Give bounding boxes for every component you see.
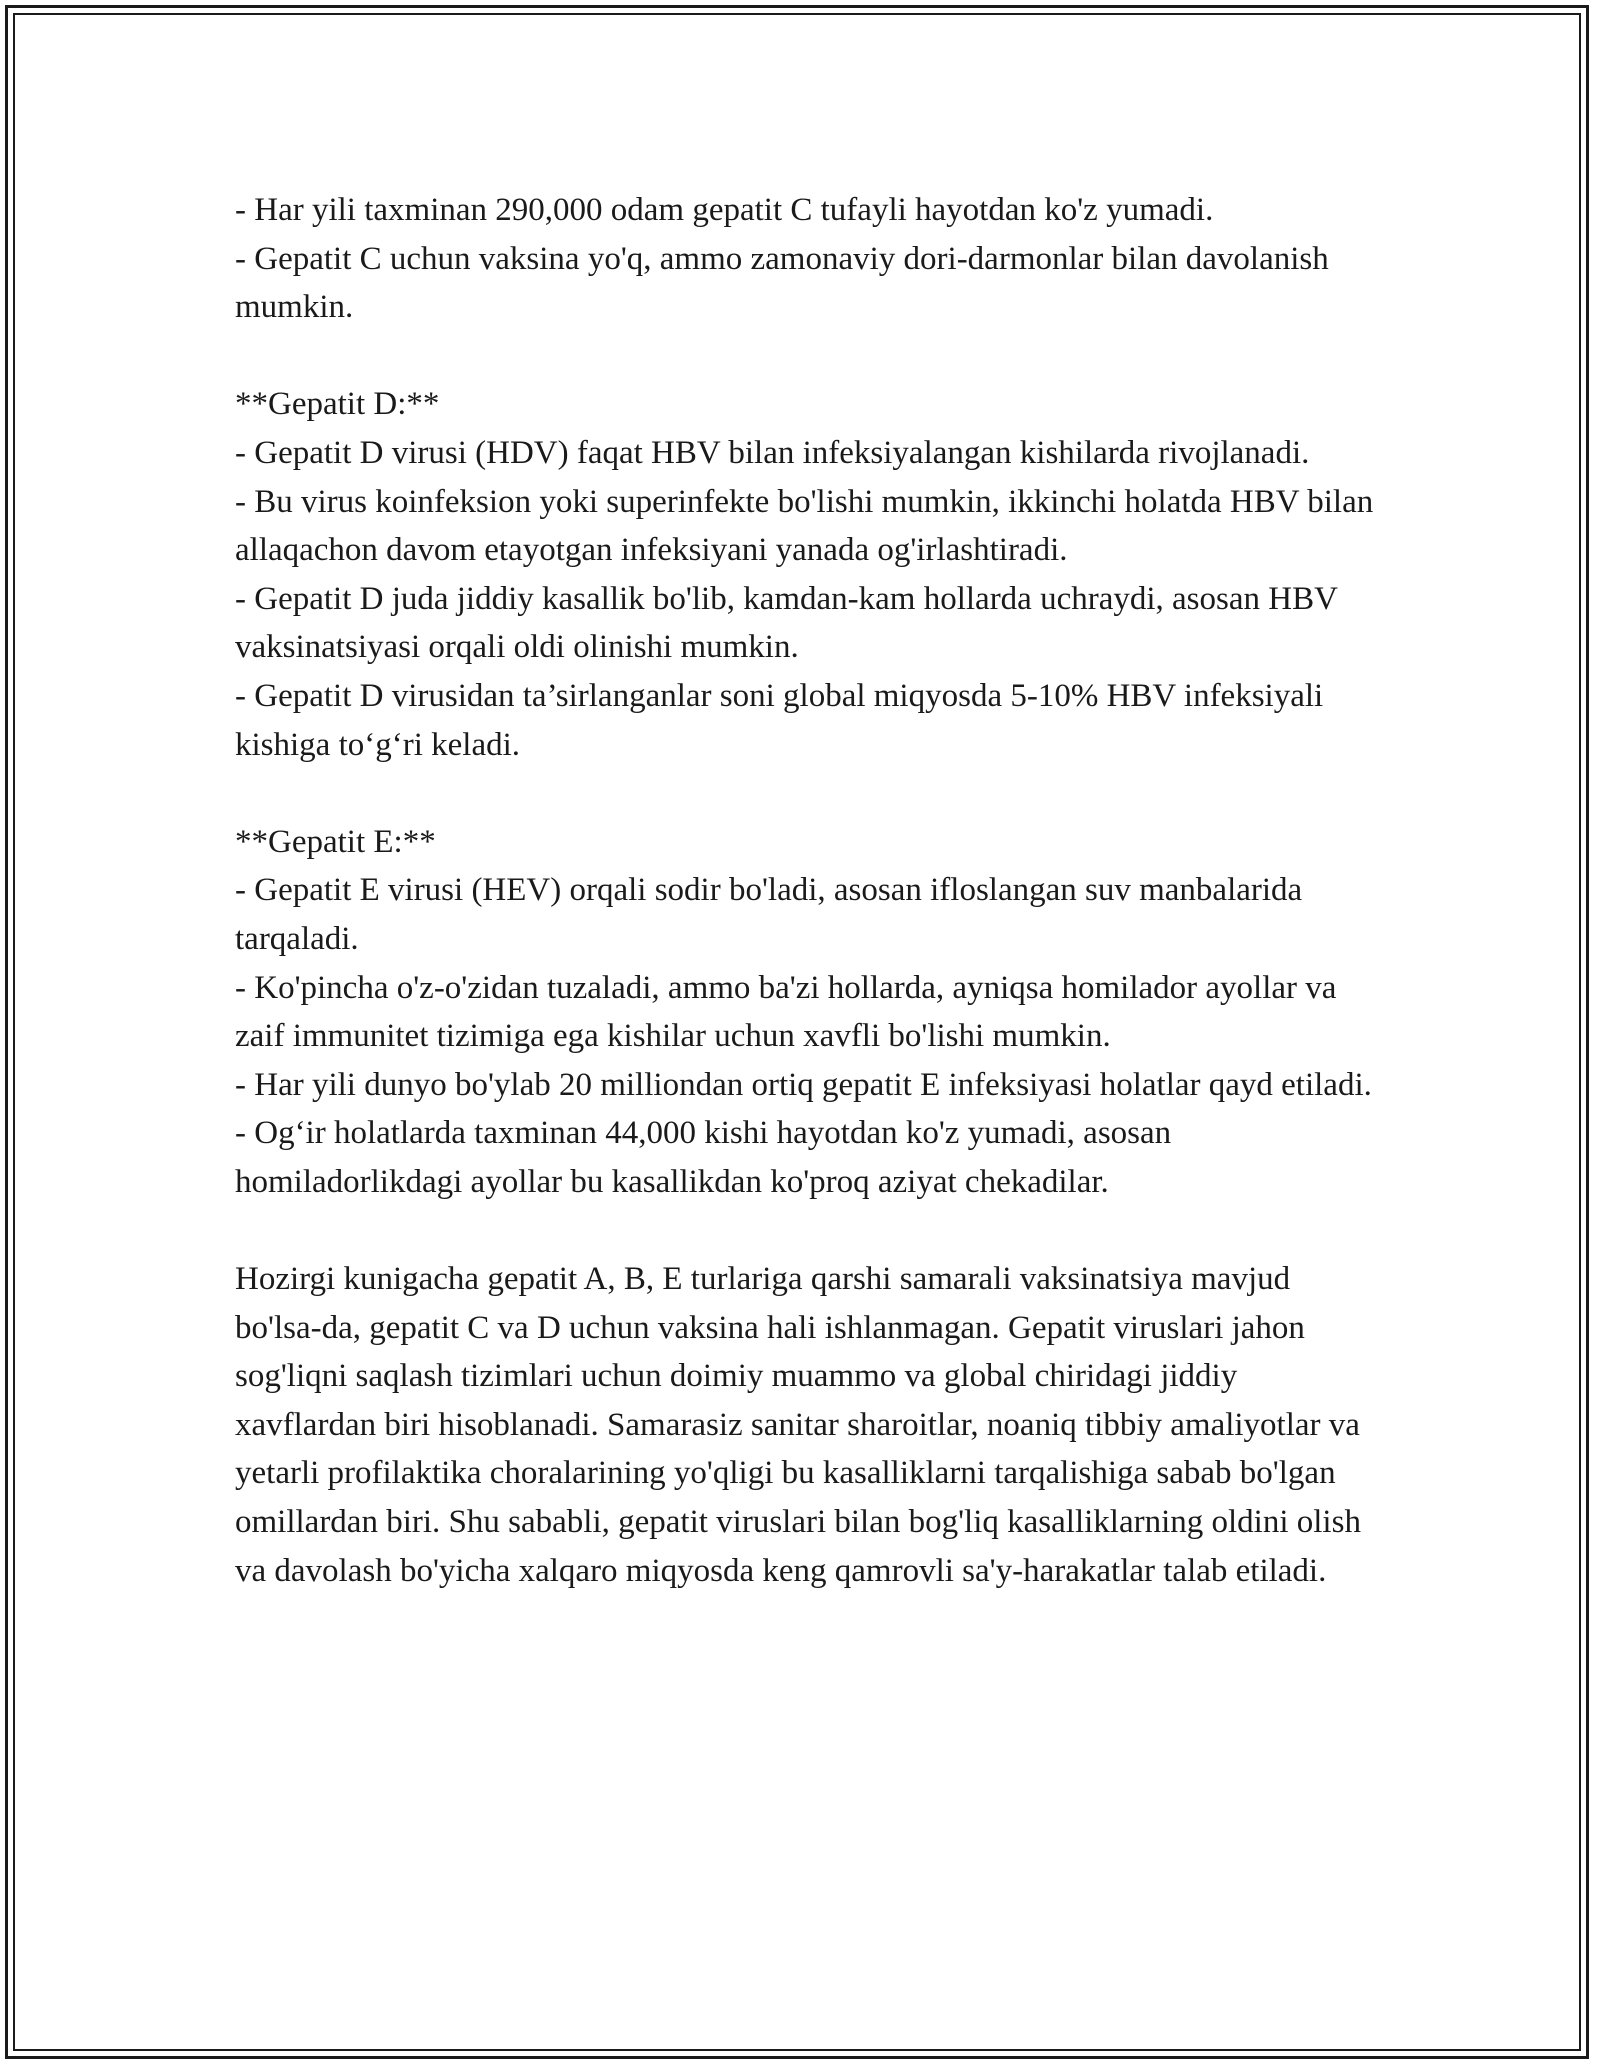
paragraph-gap bbox=[235, 332, 1375, 381]
hep-d-item: - Gepatit D juda jiddiy kasallik bo'lib, kamdan-kam hollarda uchraydi, asosan HBV vaksinatsiyasi orqali oldi olinishi mumkin. bbox=[235, 580, 1338, 666]
paragraph-gap bbox=[235, 1206, 1375, 1255]
section-heading-hep-e: **Gepatit E:** bbox=[235, 823, 436, 860]
hep-c-item: - Har yili taxminan 290,000 odam gepatit C tufayli hayotdan ko'z yumadi. bbox=[235, 192, 1214, 228]
hep-d-item: - Bu virus koinfeksion yoki superinfekte bo'lishi mumkin, ikkinchi holatda HBV bilan allaqachon davom etayotgan infeksiyani yanada og'irlashtiradi. bbox=[235, 483, 1374, 569]
hep-e-item: - Og‘ir holatlarda taxminan 44,000 kishi hayotdan ko'z yumadi, asosan homiladorlikdagi ayollar bu kasallikdan ko'proq aziyat chekadilar. bbox=[235, 1115, 1172, 1200]
document-body bbox=[235, 186, 1375, 1595]
hep-e-item: - Har yili dunyo bo'ylab 20 milliondan ortiq gepatit E infeksiyasi holatlar qayd etiladi. bbox=[235, 1066, 1372, 1103]
hep-d-item: - Gepatit D virusidan ta’sirlanganlar soni global miqyosda 5-10% HBV infeksiyali kishiga to‘g‘ri keladi. bbox=[235, 677, 1324, 763]
hep-e-item: - Ko'pincha o'z-o'zidan tuzaladi, ammo ba'zi hollarda, ayniqsa homilador ayollar va zaif immunitet tizimiga ega kishilar uchun xavfli bo'lishi mumkin. bbox=[235, 969, 1337, 1055]
hep-c-item: - Gepatit C uchun vaksina yo'q, ammo zamonaviy dori-darmonlar bilan davolanish mumkin. bbox=[235, 240, 1329, 326]
hep-e-item: - Gepatit E virusi (HEV) orqali sodir bo'ladi, asosan ifloslangan suv manbalarida tarqaladi. bbox=[235, 872, 1303, 957]
section-heading-hep-d: **Gepatit D:** bbox=[235, 386, 440, 423]
hep-d-item: - Gepatit D virusi (HDV) faqat HBV bilan infeksiyalangan kishilarda rivojlanadi. bbox=[235, 434, 1310, 471]
paragraph-gap bbox=[235, 769, 1375, 818]
conclusion-paragraph: Hozirgi kunigacha gepatit A, B, E turlariga qarshi samarali vaksinatsiya mavjud bo'lsa-da, gepatit C va D uchun vaksina hali ishlanmagan. Gepatit viruslari jahon sog'liqni saqlash tizimlari uchun doimiy muammo va global chiridagi jiddiy xavflardan biri hisoblanadi. Samarasiz sanitar sharoitlar, noaniq tibbiy amaliyotlar va yetarli profilaktika choralarining yo'qligi bu kasalliklarni tarqalishiga sabab bo'lgan omillardan biri. Shu sababli, gepatit viruslari bilan bog'liq kasalliklarning oldini olish va davolash bo'yicha xalqaro miqyosda keng qamrovli sa'y-harakatlar talab etiladi. bbox=[235, 1261, 1361, 1589]
